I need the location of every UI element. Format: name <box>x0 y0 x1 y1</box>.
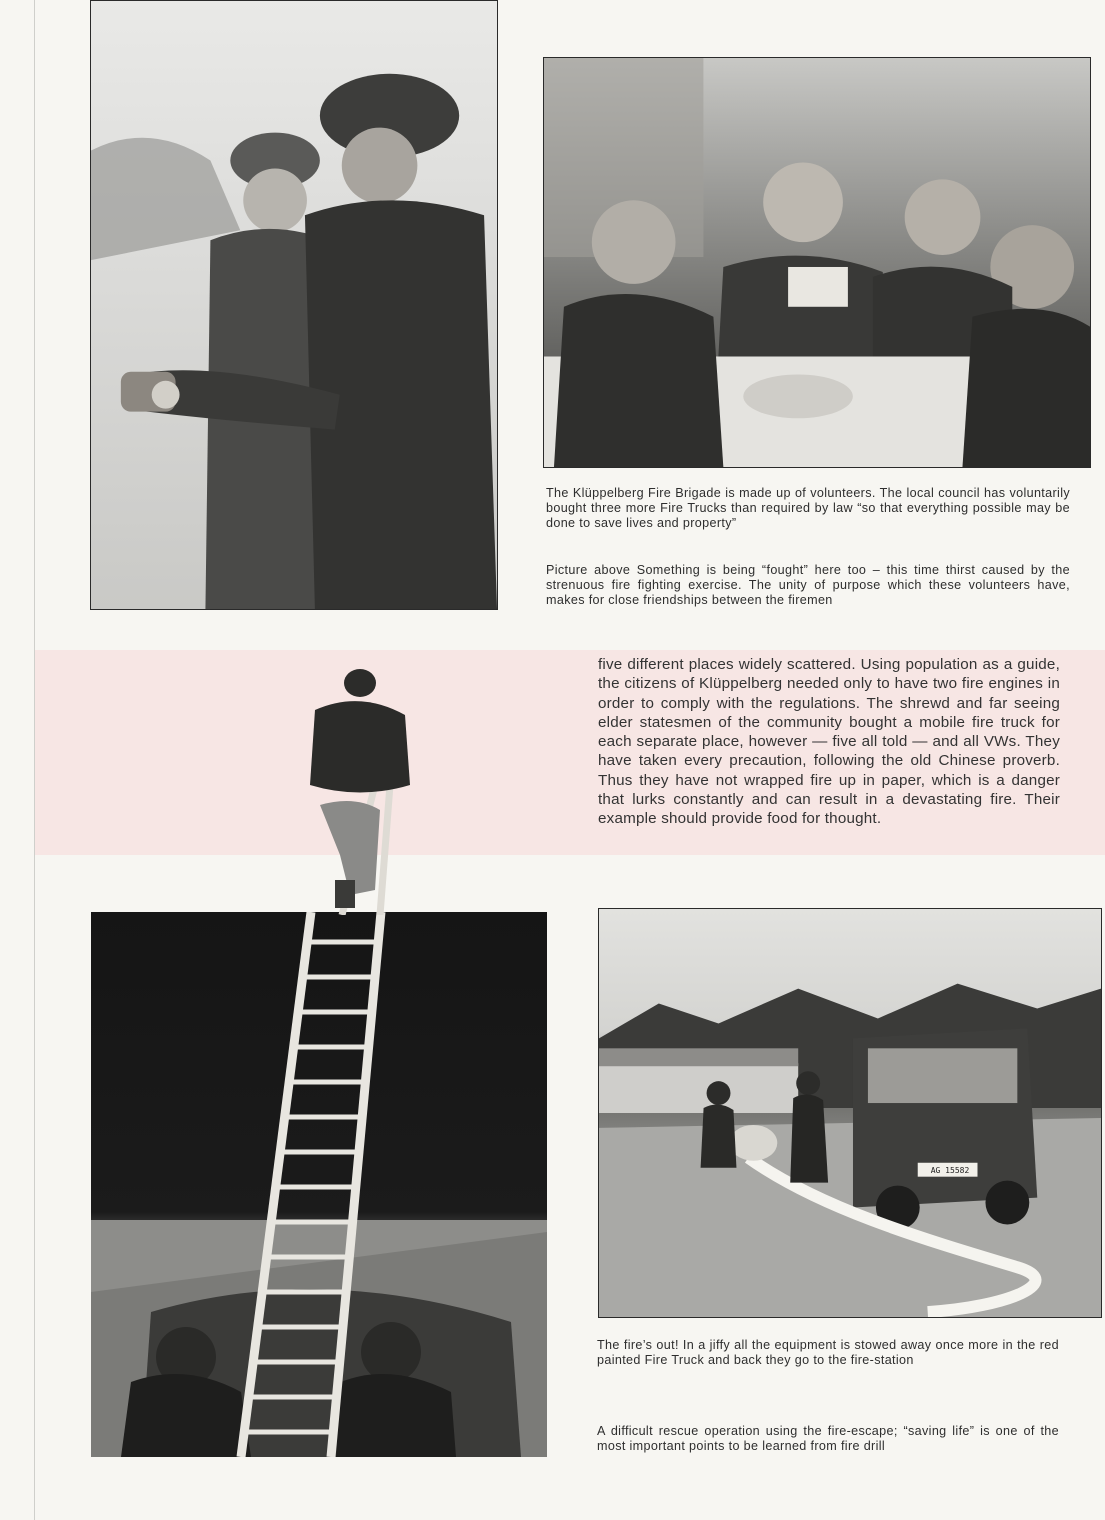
article-body: five different places widely scattered. Using population as a guide, the citizens of Klüppelberg needed only to have two fire engines in order to comply with the regulations. The shrewd and far seeing elder statesmen of the community bought a mobile fire truck for each separate place, however — five all told — and all VWs. They have taken every precaution, following the old Chinese proverb. Thus they have not wrapped fire up in paper, which is a danger that lurks constantly and can result in a devastating fire. Their example should provide food for thought. <box>598 656 1060 828</box>
picture-above-caption: Picture above Something is being “fought” here too – this time thirst caused by the strenuous fire fighting exercise. The unity of purpose which these volunteers have, makes for close friendships between the firemen <box>546 563 1070 607</box>
rescue-caption: A difficult rescue operation using the fire-escape; “saving life” is one of the most important points to be learned from fire drill <box>597 1424 1059 1453</box>
fire-truck-photo <box>598 908 1102 1318</box>
hose-drill-photo <box>90 0 498 610</box>
ladder-rescue-photo <box>91 912 547 1457</box>
brigade-caption: The Klüppelberg Fire Brigade is made up of volunteers. The local council has voluntarily bought three more Fire Trucks than required by law “so that everything possible may be done to save lives and property” <box>546 486 1070 530</box>
toast-photo <box>543 57 1091 468</box>
fires-out-caption: The fire’s out! In a jiffy all the equipment is stowed away once more in the red painted Fire Truck and back they go to the fire-station <box>597 1338 1059 1367</box>
license-plate: AG 15582 <box>930 1166 970 1175</box>
ladder-climber-figure <box>280 665 420 915</box>
